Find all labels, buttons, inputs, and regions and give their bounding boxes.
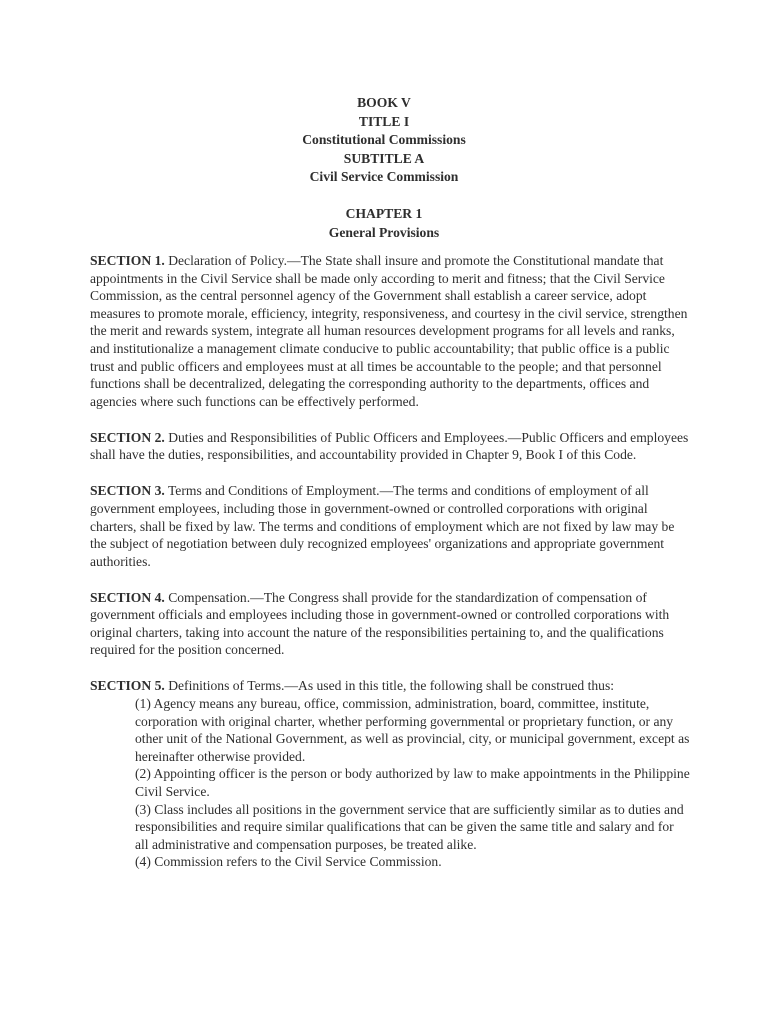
chapter-heading: CHAPTER 1 bbox=[345, 205, 423, 221]
section-text: Compensation.—The Congress shall provide for the standardization of compensation of government officials and employees including those in government-owned or controlled corporations with original charters, taking into account the nature of the responsibilities pertaining to, and the qualifications required for the position concerned. bbox=[90, 589, 670, 658]
definition-item: (3) Class includes all positions in the government service that are sufficiently similar as to duties and responsibilities and require similar qualifications that can be given the same title and salary and for all administrative and compensation purposes, be treated alike. bbox=[135, 801, 684, 852]
definition-item: (4) Commission refers to the Civil Service Commission. bbox=[135, 854, 442, 870]
definitions-list bbox=[135, 695, 690, 871]
book-heading: BOOK V bbox=[357, 95, 411, 110]
section-intro bbox=[90, 677, 690, 695]
section-label: SECTION 2. bbox=[90, 429, 165, 445]
definition-item: (1) Agency means any bureau, office, commission, administration, board, committee, institute, corporation with original charter, whether performing governmental or proprietary function, or any other unit of the National Government, as well as provincial, city, or municipal government, except as hereinafter otherwise provided. bbox=[135, 696, 690, 764]
section-text: Definitions of Terms.—As used in this title, the following shall be construed thus: bbox=[164, 678, 615, 694]
section-3 bbox=[90, 482, 690, 570]
section-label: SECTION 4. bbox=[90, 589, 165, 605]
section-label: SECTION 3. bbox=[90, 483, 165, 499]
title-heading: TITLE I bbox=[358, 113, 410, 129]
title-name: Constitutional Commissions bbox=[302, 132, 466, 148]
section-label: SECTION 5. bbox=[90, 678, 165, 694]
section-5 bbox=[90, 677, 690, 871]
section-text: Terms and Conditions of Employment.—The terms and conditions of employment of all government employees, including those in government-owned or controlled corporations with original charters, shall be fixed by law. The terms and conditions of employment which are not fixed by law may be the subject of negotiation between duly recognized employees' organizations and appropriate government authorities. bbox=[90, 483, 675, 569]
chapter-name: General Provisions bbox=[328, 224, 440, 240]
document-header bbox=[0, 94, 768, 242]
subtitle-heading: SUBTITLE A bbox=[343, 150, 425, 166]
subtitle-name: Civil Service Commission bbox=[309, 169, 459, 185]
section-2 bbox=[90, 429, 690, 464]
section-text: Duties and Responsibilities of Public Officers and Employees.—Public Officers and employees shall have the duties, responsibilities, and accountability provided in Chapter 9, Book I of this Code. bbox=[90, 429, 689, 463]
section-1 bbox=[90, 252, 690, 410]
definition-item: (2) Appointing officer is the person or body authorized by law to make appointments in the Philippine Civil Service. bbox=[135, 766, 690, 799]
section-4 bbox=[90, 589, 690, 659]
document-body bbox=[90, 252, 690, 889]
spacer bbox=[0, 187, 768, 205]
section-text: Declaration of Policy.—The State shall insure and promote the Constitutional mandate that appointments in the Civil Service shall be made only according to merit and fitness; that the Civil Service Commission, as the central personnel agency of the Government shall establish a career service, adopt measures to promote morale, efficiency, integrity, responsiveness, and courtesy in the civil service, strengthen the merit and rewards system, integrate all human resources development programs for all levels and ranks, and institutionalize a management climate conducive to public accountability; that public office is a public trust and public officers and employees must at all times be accountable to the people; and that personnel functions shall be decentralized, delegating the corresponding authority to the departments, offices and agencies where such functions can be effectively performed. bbox=[90, 253, 688, 409]
section-label: SECTION 1. bbox=[90, 253, 165, 268]
